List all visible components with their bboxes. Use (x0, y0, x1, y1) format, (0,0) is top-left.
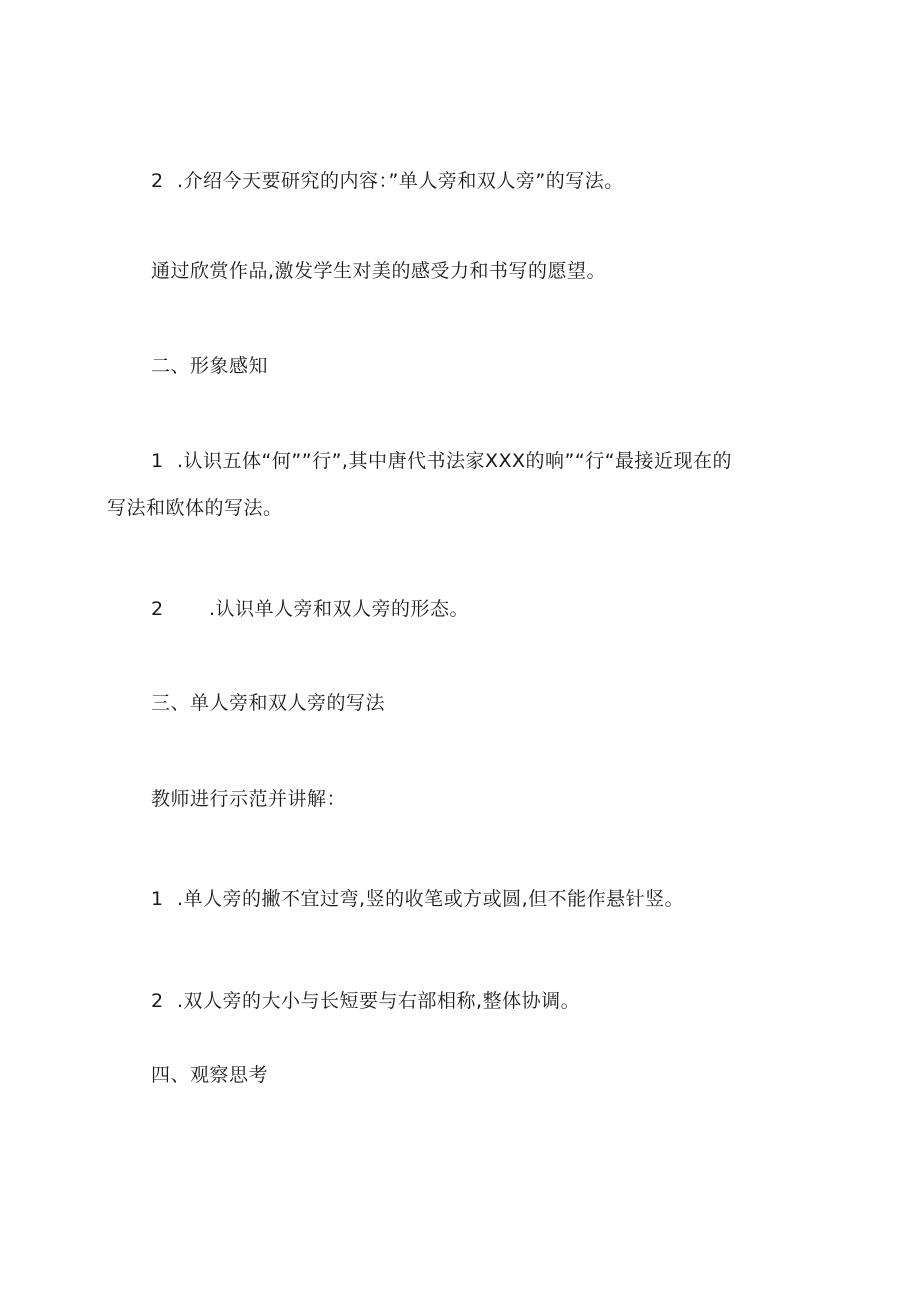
paragraph-text: 通过欣赏作品,激发学生对美的感受力和书写的愿望。 (151, 260, 607, 282)
section-heading-3 (151, 691, 385, 715)
heading-text: 三、单人旁和双人旁的写法 (151, 692, 386, 714)
paragraph-text: .双人旁的大小与长短要与右部相称,整体协调。 (177, 990, 581, 1012)
paragraph-intro-content (151, 169, 624, 193)
paragraph-single-radical (151, 887, 684, 911)
paragraph-text: 教师进行示范并讲解： (151, 788, 347, 810)
paragraph-text: .认识五体“何””行”,其中唐代书法家XXX的响”“行“最接近现在的 (177, 450, 733, 472)
list-number: 2 (151, 990, 164, 1012)
paragraph-appreciation (151, 259, 606, 283)
paragraph-text: .介绍今天要研究的内容：”单人旁和双人旁”的写法。 (177, 170, 624, 192)
section-heading-2 (151, 354, 268, 378)
list-number: 2 (151, 170, 164, 192)
heading-text: 二、形象感知 (151, 355, 269, 377)
paragraph-double-radical (151, 989, 580, 1013)
paragraph-text: .单人旁的撇不宜过弯,竖的收笔或方或圆,但不能作悬针竖。 (177, 888, 685, 910)
paragraph-text: 写法和欧体的写法。 (107, 497, 283, 519)
paragraph-five-styles-line2 (107, 496, 283, 520)
section-heading-4 (151, 1063, 268, 1087)
paragraph-text: .认识单人旁和双人旁的形态。 (209, 598, 470, 620)
paragraph-radical-forms (151, 597, 469, 621)
paragraph-teacher-demo (151, 787, 346, 811)
heading-text: 四、观察思考 (151, 1064, 269, 1086)
list-number: 1 (151, 888, 164, 910)
paragraph-five-styles-line1 (151, 449, 732, 473)
list-number: 1 (151, 450, 164, 472)
list-number: 2 (151, 598, 164, 620)
